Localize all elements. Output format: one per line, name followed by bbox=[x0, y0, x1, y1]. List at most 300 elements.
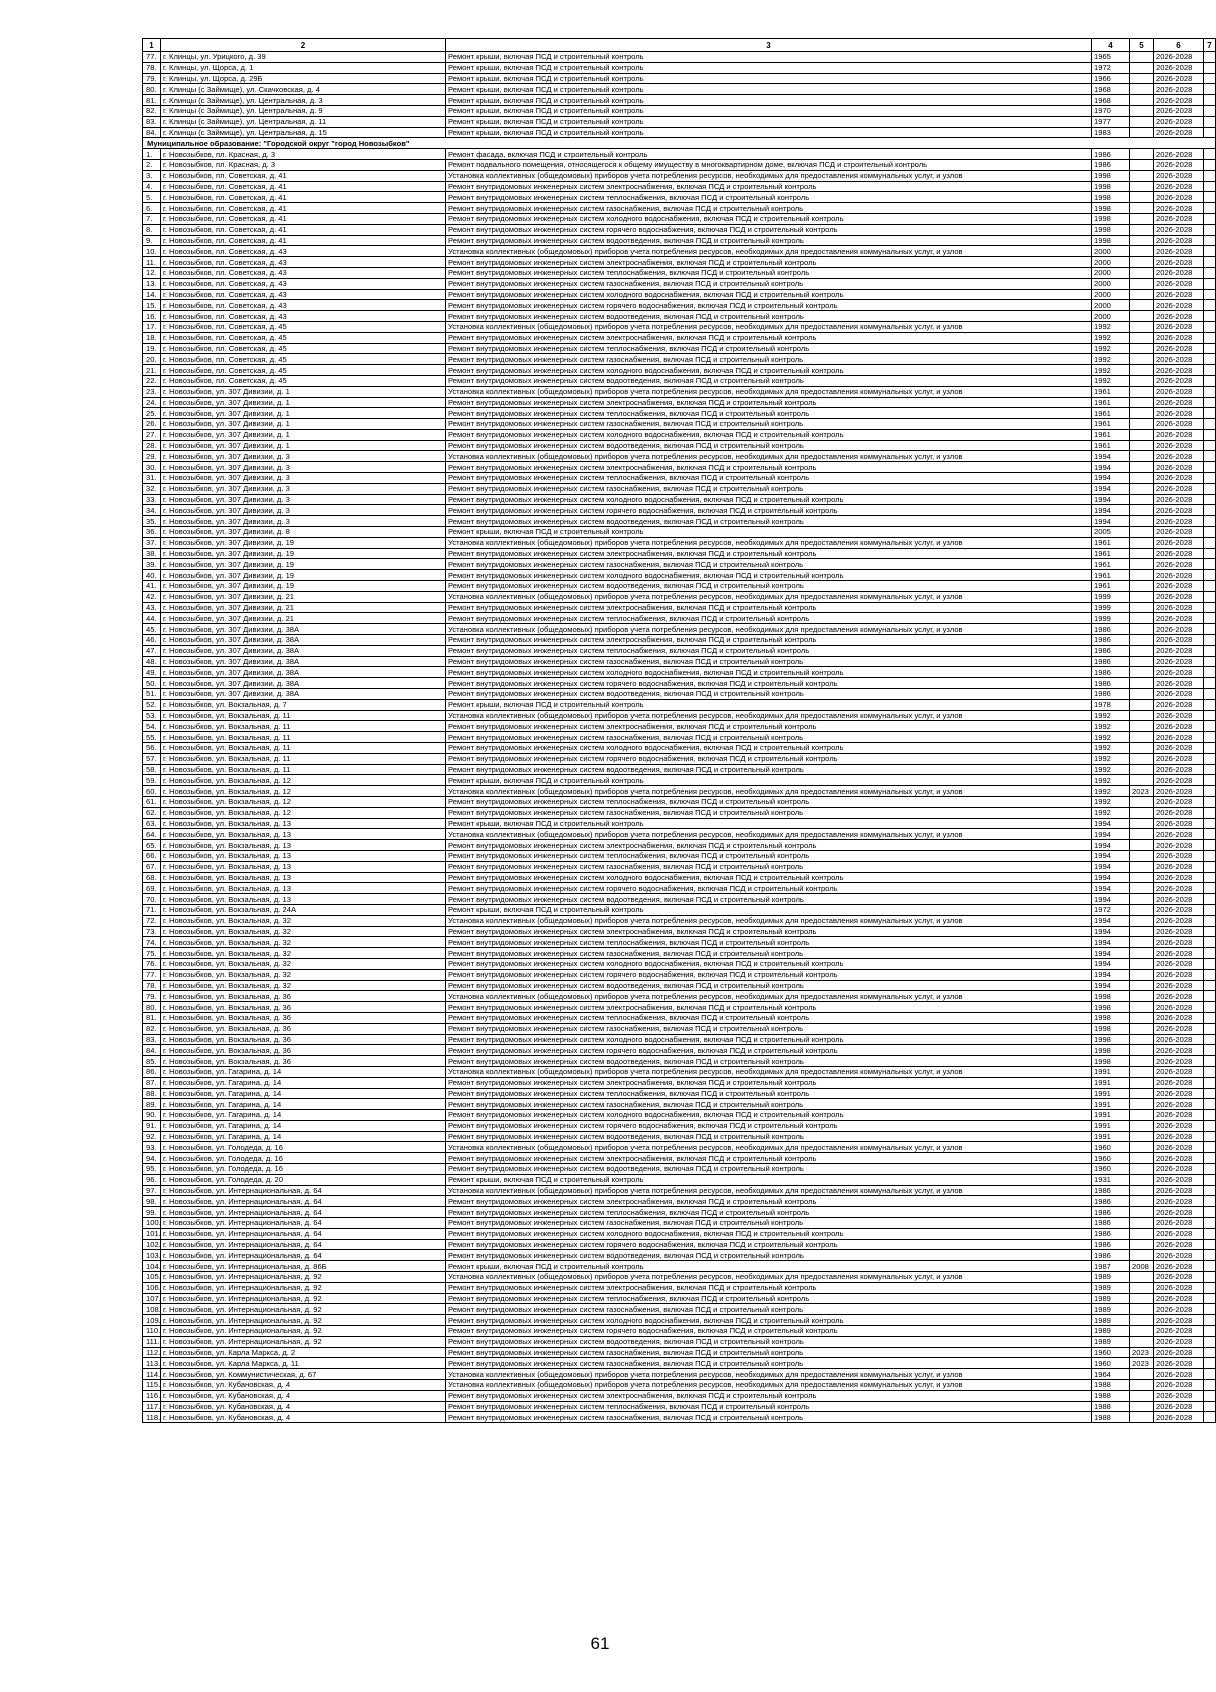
work-type-cell: Ремонт внутридомовых инженерных систем электроснабжения, включая ПСД и строительный контроль bbox=[446, 548, 1092, 559]
last-repair-year-cell bbox=[1130, 559, 1154, 570]
extra-cell bbox=[1204, 224, 1216, 235]
planned-period-cell: 2026-2028 bbox=[1154, 548, 1204, 559]
build-year-cell: 1961 bbox=[1092, 440, 1130, 451]
extra-cell bbox=[1204, 1412, 1216, 1423]
last-repair-year-cell bbox=[1130, 1120, 1154, 1131]
table-row bbox=[143, 159, 1216, 170]
build-year-cell: 1991 bbox=[1092, 1066, 1130, 1077]
work-type-cell: Ремонт внутридомовых инженерных систем водоотведения, включая ПСД и строительный контроль bbox=[446, 1131, 1092, 1142]
last-repair-year-cell bbox=[1130, 440, 1154, 451]
section-heading-row bbox=[143, 138, 1216, 149]
build-year-cell: 1961 bbox=[1092, 419, 1130, 430]
last-repair-year-cell bbox=[1130, 1012, 1154, 1023]
last-repair-year-cell bbox=[1130, 1066, 1154, 1077]
row-number: 35. bbox=[143, 516, 161, 527]
planned-period-cell: 2026-2028 bbox=[1154, 1012, 1204, 1023]
last-repair-year-cell bbox=[1130, 159, 1154, 170]
last-repair-year-cell bbox=[1130, 62, 1154, 73]
row-number: 110. bbox=[143, 1326, 161, 1337]
last-repair-year-cell bbox=[1130, 289, 1154, 300]
address-cell: г. Новозыбков, пл. Красная, д. 3 bbox=[161, 159, 446, 170]
work-type-cell: Ремонт внутридомовых инженерных систем горячего водоснабжения, включая ПСД и строительный контроль bbox=[446, 1120, 1092, 1131]
extra-cell bbox=[1204, 1326, 1216, 1337]
work-type-cell: Ремонт внутридомовых инженерных систем холодного водоснабжения, включая ПСД и строительный контроль bbox=[446, 667, 1092, 678]
repair-schedule-table bbox=[142, 38, 1216, 1423]
extra-cell bbox=[1204, 980, 1216, 991]
extra-cell bbox=[1204, 494, 1216, 505]
build-year-cell: 1961 bbox=[1092, 386, 1130, 397]
build-year-cell: 1994 bbox=[1092, 505, 1130, 516]
table-row bbox=[143, 321, 1216, 332]
extra-cell bbox=[1204, 1045, 1216, 1056]
address-cell: г. Новозыбков, ул. Вокзальная, д. 36 bbox=[161, 1045, 446, 1056]
extra-cell bbox=[1204, 840, 1216, 851]
build-year-cell: 1989 bbox=[1092, 1336, 1130, 1347]
row-number: 65. bbox=[143, 840, 161, 851]
extra-cell bbox=[1204, 624, 1216, 635]
table-row bbox=[143, 440, 1216, 451]
address-cell: г. Новозыбков, ул. Голодеда, д. 16 bbox=[161, 1142, 446, 1153]
table-row bbox=[143, 743, 1216, 754]
row-number: 3. bbox=[143, 170, 161, 181]
row-number: 102. bbox=[143, 1239, 161, 1250]
extra-cell bbox=[1204, 1390, 1216, 1401]
build-year-cell: 2000 bbox=[1092, 278, 1130, 289]
build-year-cell: 2000 bbox=[1092, 257, 1130, 268]
row-number: 77. bbox=[143, 52, 161, 63]
build-year-cell: 1960 bbox=[1092, 1358, 1130, 1369]
build-year-cell: 2000 bbox=[1092, 246, 1130, 257]
work-type-cell: Ремонт внутридомовых инженерных систем горячего водоснабжения, включая ПСД и строительный контроль bbox=[446, 505, 1092, 516]
table-row bbox=[143, 937, 1216, 948]
work-type-cell: Ремонт внутридомовых инженерных систем теплоснабжения, включая ПСД и строительный контроль bbox=[446, 796, 1092, 807]
build-year-cell: 1994 bbox=[1092, 883, 1130, 894]
row-number: 10. bbox=[143, 246, 161, 257]
row-number: 96. bbox=[143, 1174, 161, 1185]
extra-cell bbox=[1204, 645, 1216, 656]
planned-period-cell: 2026-2028 bbox=[1154, 1056, 1204, 1067]
table-row bbox=[143, 624, 1216, 635]
address-cell: г. Новозыбков, пл. Советская, д. 43 bbox=[161, 246, 446, 257]
table-row bbox=[143, 1120, 1216, 1131]
table-row bbox=[143, 1185, 1216, 1196]
work-type-cell: Ремонт внутридомовых инженерных систем водоотведения, включая ПСД и строительный контроль bbox=[446, 440, 1092, 451]
table-row bbox=[143, 818, 1216, 829]
planned-period-cell: 2026-2028 bbox=[1154, 1218, 1204, 1229]
work-type-cell: Ремонт крыши, включая ПСД и строительный контроль bbox=[446, 775, 1092, 786]
last-repair-year-cell bbox=[1130, 840, 1154, 851]
address-cell: г. Новозыбков, ул. Вокзальная, д. 36 bbox=[161, 1034, 446, 1045]
last-repair-year-cell: 2023 bbox=[1130, 1358, 1154, 1369]
table-row bbox=[143, 84, 1216, 95]
build-year-cell: 1986 bbox=[1092, 1228, 1130, 1239]
extra-cell bbox=[1204, 1239, 1216, 1250]
table-row bbox=[143, 1088, 1216, 1099]
work-type-cell: Установка коллективных (общедомовых) приборов учета потребления ресурсов, необходимых для предоставления коммунальных услуг, и узлов bbox=[446, 1272, 1092, 1283]
work-type-cell: Ремонт внутридомовых инженерных систем холодного водоснабжения, включая ПСД и строительный контроль bbox=[446, 872, 1092, 883]
row-number: 24. bbox=[143, 397, 161, 408]
planned-period-cell: 2026-2028 bbox=[1154, 1164, 1204, 1175]
table-row bbox=[143, 1034, 1216, 1045]
row-number: 100. bbox=[143, 1218, 161, 1229]
table-row bbox=[143, 1336, 1216, 1347]
last-repair-year-cell bbox=[1130, 1077, 1154, 1088]
address-cell: г. Новозыбков, ул. Гагарина, д. 14 bbox=[161, 1088, 446, 1099]
planned-period-cell: 2026-2028 bbox=[1154, 429, 1204, 440]
row-number: 53. bbox=[143, 710, 161, 721]
address-cell: г. Новозыбков, ул. 307 Дивизии, д. 19 bbox=[161, 559, 446, 570]
extra-cell bbox=[1204, 915, 1216, 926]
build-year-cell: 1994 bbox=[1092, 915, 1130, 926]
extra-cell bbox=[1204, 408, 1216, 419]
planned-period-cell: 2026-2028 bbox=[1154, 203, 1204, 214]
planned-period-cell: 2026-2028 bbox=[1154, 321, 1204, 332]
address-cell: г. Клинцы (с Займище), ул. Центральная, д. 15 bbox=[161, 127, 446, 138]
table-row bbox=[143, 1023, 1216, 1034]
address-cell: г. Новозыбков, ул. Интернациональная, д. 92 bbox=[161, 1293, 446, 1304]
table-row bbox=[143, 386, 1216, 397]
extra-cell bbox=[1204, 440, 1216, 451]
address-cell: г. Новозыбков, пл. Советская, д. 41 bbox=[161, 192, 446, 203]
extra-cell bbox=[1204, 969, 1216, 980]
build-year-cell: 1994 bbox=[1092, 473, 1130, 484]
address-cell: г. Новозыбков, ул. Вокзальная, д. 13 bbox=[161, 850, 446, 861]
work-type-cell: Ремонт внутридомовых инженерных систем теплоснабжения, включая ПСД и строительный контроль bbox=[446, 267, 1092, 278]
planned-period-cell: 2026-2028 bbox=[1154, 1110, 1204, 1121]
row-number: 48. bbox=[143, 656, 161, 667]
work-type-cell: Ремонт внутридомовых инженерных систем водоотведения, включая ПСД и строительный контроль bbox=[446, 516, 1092, 527]
extra-cell bbox=[1204, 1056, 1216, 1067]
planned-period-cell: 2026-2028 bbox=[1154, 1099, 1204, 1110]
table-row bbox=[143, 397, 1216, 408]
work-type-cell: Ремонт внутридомовых инженерных систем теплоснабжения, включая ПСД и строительный контроль bbox=[446, 1401, 1092, 1412]
table-row bbox=[143, 1401, 1216, 1412]
extra-cell bbox=[1204, 689, 1216, 700]
extra-cell bbox=[1204, 667, 1216, 678]
work-type-cell: Ремонт внутридомовых инженерных систем водоотведения, включая ПСД и строительный контроль bbox=[446, 311, 1092, 322]
table-row bbox=[143, 1228, 1216, 1239]
planned-period-cell: 2026-2028 bbox=[1154, 159, 1204, 170]
row-number: 26. bbox=[143, 419, 161, 430]
address-cell: г. Новозыбков, ул. Вокзальная, д. 13 bbox=[161, 861, 446, 872]
work-type-cell: Ремонт крыши, включая ПСД и строительный контроль bbox=[446, 904, 1092, 915]
address-cell: г. Новозыбков, ул. Интернациональная, д. 64 bbox=[161, 1228, 446, 1239]
row-number: 116. bbox=[143, 1390, 161, 1401]
extra-cell bbox=[1204, 732, 1216, 743]
row-number: 70. bbox=[143, 894, 161, 905]
planned-period-cell: 2026-2028 bbox=[1154, 926, 1204, 937]
row-number: 20. bbox=[143, 354, 161, 365]
work-type-cell: Ремонт внутридомовых инженерных систем газоснабжения, включая ПСД и строительный контроль bbox=[446, 732, 1092, 743]
work-type-cell: Ремонт внутридомовых инженерных систем электроснабжения, включая ПСД и строительный контроль bbox=[446, 257, 1092, 268]
work-type-cell: Ремонт внутридомовых инженерных систем газоснабжения, включая ПСД и строительный контроль bbox=[446, 948, 1092, 959]
planned-period-cell: 2026-2028 bbox=[1154, 991, 1204, 1002]
row-number: 62. bbox=[143, 807, 161, 818]
last-repair-year-cell bbox=[1130, 408, 1154, 419]
table-row bbox=[143, 494, 1216, 505]
build-year-cell: 1998 bbox=[1092, 170, 1130, 181]
build-year-cell: 1992 bbox=[1092, 721, 1130, 732]
row-number: 106. bbox=[143, 1282, 161, 1293]
address-cell: г. Новозыбков, ул. Вокзальная, д. 7 bbox=[161, 699, 446, 710]
extra-cell bbox=[1204, 786, 1216, 797]
table-row bbox=[143, 721, 1216, 732]
row-number: 115. bbox=[143, 1380, 161, 1391]
work-type-cell: Ремонт подвального помещения, относящегося к общему имуществу в многоквартирном доме, включая ПСД и строительный контроль bbox=[446, 159, 1092, 170]
work-type-cell: Ремонт внутридомовых инженерных систем электроснабжения, включая ПСД и строительный контроль bbox=[446, 840, 1092, 851]
last-repair-year-cell bbox=[1130, 462, 1154, 473]
row-number: 118. bbox=[143, 1412, 161, 1423]
build-year-cell: 1986 bbox=[1092, 1250, 1130, 1261]
planned-period-cell: 2026-2028 bbox=[1154, 958, 1204, 969]
table-row bbox=[143, 1196, 1216, 1207]
planned-period-cell: 2026-2028 bbox=[1154, 1228, 1204, 1239]
table-body-top bbox=[143, 52, 1216, 138]
build-year-cell: 1961 bbox=[1092, 559, 1130, 570]
table-row bbox=[143, 1412, 1216, 1423]
last-repair-year-cell bbox=[1130, 926, 1154, 937]
last-repair-year-cell bbox=[1130, 386, 1154, 397]
address-cell: г. Новозыбков, ул. Интернациональная, д. 86Б bbox=[161, 1261, 446, 1272]
address-cell: г. Новозыбков, ул. Вокзальная, д. 11 bbox=[161, 732, 446, 743]
build-year-cell: 2000 bbox=[1092, 300, 1130, 311]
extra-cell bbox=[1204, 483, 1216, 494]
table-row bbox=[143, 807, 1216, 818]
address-cell: г. Новозыбков, ул. Интернациональная, д. 64 bbox=[161, 1185, 446, 1196]
address-cell: г. Новозыбков, ул. 307 Дивизии, д. 38А bbox=[161, 624, 446, 635]
build-year-cell: 1998 bbox=[1092, 1034, 1130, 1045]
row-number: 59. bbox=[143, 775, 161, 786]
planned-period-cell: 2026-2028 bbox=[1154, 1401, 1204, 1412]
build-year-cell: 1999 bbox=[1092, 613, 1130, 624]
table-row bbox=[143, 267, 1216, 278]
last-repair-year-cell bbox=[1130, 796, 1154, 807]
planned-period-cell: 2026-2028 bbox=[1154, 1380, 1204, 1391]
last-repair-year-cell bbox=[1130, 52, 1154, 63]
planned-period-cell: 2026-2028 bbox=[1154, 386, 1204, 397]
extra-cell bbox=[1204, 1250, 1216, 1261]
build-year-cell: 2005 bbox=[1092, 527, 1130, 538]
address-cell: г. Новозыбков, пл. Советская, д. 41 bbox=[161, 203, 446, 214]
last-repair-year-cell bbox=[1130, 1304, 1154, 1315]
planned-period-cell: 2026-2028 bbox=[1154, 192, 1204, 203]
build-year-cell: 1986 bbox=[1092, 159, 1130, 170]
extra-cell bbox=[1204, 105, 1216, 116]
extra-cell bbox=[1204, 894, 1216, 905]
build-year-cell: 1968 bbox=[1092, 95, 1130, 106]
address-cell: г. Новозыбков, ул. Интернациональная, д. 92 bbox=[161, 1304, 446, 1315]
planned-period-cell: 2026-2028 bbox=[1154, 1023, 1204, 1034]
build-year-cell: 1991 bbox=[1092, 1131, 1130, 1142]
build-year-cell: 1989 bbox=[1092, 1315, 1130, 1326]
row-number: 51. bbox=[143, 689, 161, 700]
extra-cell bbox=[1204, 159, 1216, 170]
last-repair-year-cell bbox=[1130, 570, 1154, 581]
last-repair-year-cell bbox=[1130, 73, 1154, 84]
table-row bbox=[143, 127, 1216, 138]
last-repair-year-cell bbox=[1130, 1002, 1154, 1013]
column-number: 1 bbox=[143, 39, 161, 52]
table-row bbox=[143, 1142, 1216, 1153]
extra-cell bbox=[1204, 52, 1216, 63]
work-type-cell: Ремонт крыши, включая ПСД и строительный контроль bbox=[446, 1261, 1092, 1272]
build-year-cell: 1992 bbox=[1092, 796, 1130, 807]
table-row bbox=[143, 699, 1216, 710]
planned-period-cell: 2026-2028 bbox=[1154, 62, 1204, 73]
last-repair-year-cell bbox=[1130, 689, 1154, 700]
table-row bbox=[143, 1077, 1216, 1088]
build-year-cell: 1986 bbox=[1092, 656, 1130, 667]
address-cell: г. Новозыбков, ул. Голодеда, д. 16 bbox=[161, 1153, 446, 1164]
row-number: 47. bbox=[143, 645, 161, 656]
planned-period-cell: 2026-2028 bbox=[1154, 775, 1204, 786]
build-year-cell: 1994 bbox=[1092, 462, 1130, 473]
row-number: 85. bbox=[143, 1056, 161, 1067]
row-number: 29. bbox=[143, 451, 161, 462]
row-number: 21. bbox=[143, 365, 161, 376]
row-number: 30. bbox=[143, 462, 161, 473]
row-number: 39. bbox=[143, 559, 161, 570]
work-type-cell: Установка коллективных (общедомовых) приборов учета потребления ресурсов, необходимых для предоставления коммунальных услуг, и узлов bbox=[446, 786, 1092, 797]
address-cell: г. Новозыбков, пл. Советская, д. 43 bbox=[161, 311, 446, 322]
extra-cell bbox=[1204, 95, 1216, 106]
planned-period-cell: 2026-2028 bbox=[1154, 850, 1204, 861]
work-type-cell: Ремонт внутридомовых инженерных систем газоснабжения, включая ПСД и строительный контроль bbox=[446, 1218, 1092, 1229]
last-repair-year-cell bbox=[1130, 1239, 1154, 1250]
address-cell: г. Новозыбков, пл. Советская, д. 41 bbox=[161, 213, 446, 224]
build-year-cell: 1986 bbox=[1092, 624, 1130, 635]
address-cell: г. Новозыбков, ул. Вокзальная, д. 12 bbox=[161, 786, 446, 797]
extra-cell bbox=[1204, 1034, 1216, 1045]
last-repair-year-cell bbox=[1130, 375, 1154, 386]
extra-cell bbox=[1204, 775, 1216, 786]
build-year-cell: 1994 bbox=[1092, 516, 1130, 527]
last-repair-year-cell bbox=[1130, 267, 1154, 278]
planned-period-cell: 2026-2028 bbox=[1154, 1131, 1204, 1142]
build-year-cell: 1994 bbox=[1092, 937, 1130, 948]
work-type-cell: Установка коллективных (общедомовых) приборов учета потребления ресурсов, необходимых для предоставления коммунальных услуг, и узлов bbox=[446, 170, 1092, 181]
last-repair-year-cell bbox=[1130, 84, 1154, 95]
table-row bbox=[143, 1002, 1216, 1013]
address-cell: г. Клинцы (с Займище), ул. Центральная, д. 3 bbox=[161, 95, 446, 106]
build-year-cell: 1983 bbox=[1092, 127, 1130, 138]
extra-cell bbox=[1204, 1358, 1216, 1369]
row-number: 78. bbox=[143, 62, 161, 73]
table-row bbox=[143, 343, 1216, 354]
work-type-cell: Ремонт внутридомовых инженерных систем горячего водоснабжения, включая ПСД и строительный контроль bbox=[446, 883, 1092, 894]
last-repair-year-cell bbox=[1130, 829, 1154, 840]
table-row bbox=[143, 278, 1216, 289]
row-number: 57. bbox=[143, 753, 161, 764]
address-cell: г. Новозыбков, ул. Интернациональная, д. 92 bbox=[161, 1282, 446, 1293]
document-page bbox=[142, 38, 1212, 1423]
address-cell: г. Новозыбков, ул. Вокзальная, д. 32 bbox=[161, 915, 446, 926]
work-type-cell: Ремонт внутридомовых инженерных систем теплоснабжения, включая ПСД и строительный контроль bbox=[446, 937, 1092, 948]
build-year-cell: 1992 bbox=[1092, 807, 1130, 818]
address-cell: г. Новозыбков, ул. 307 Дивизии, д. 19 bbox=[161, 570, 446, 581]
build-year-cell: 1998 bbox=[1092, 1056, 1130, 1067]
address-cell: г. Новозыбков, ул. Гагарина, д. 14 bbox=[161, 1077, 446, 1088]
row-number: 117. bbox=[143, 1401, 161, 1412]
address-cell: г. Клинцы (с Займище), ул. Скачковская, д. 4 bbox=[161, 84, 446, 95]
build-year-cell: 1961 bbox=[1092, 570, 1130, 581]
work-type-cell: Ремонт внутридомовых инженерных систем горячего водоснабжения, включая ПСД и строительный контроль bbox=[446, 1239, 1092, 1250]
row-number: 22. bbox=[143, 375, 161, 386]
table-row bbox=[143, 419, 1216, 430]
table-row bbox=[143, 1174, 1216, 1185]
work-type-cell: Ремонт внутридомовых инженерных систем электроснабжения, включая ПСД и строительный контроль bbox=[446, 926, 1092, 937]
address-cell: г. Новозыбков, ул. Коммунистическая, д. 67 bbox=[161, 1369, 446, 1380]
last-repair-year-cell bbox=[1130, 883, 1154, 894]
planned-period-cell: 2026-2028 bbox=[1154, 1390, 1204, 1401]
table-row bbox=[143, 1315, 1216, 1326]
build-year-cell: 1994 bbox=[1092, 840, 1130, 851]
address-cell: г. Новозыбков, пл. Советская, д. 45 bbox=[161, 375, 446, 386]
address-cell: г. Новозыбков, ул. Гагарина, д. 14 bbox=[161, 1110, 446, 1121]
row-number: 98. bbox=[143, 1196, 161, 1207]
address-cell: г. Новозыбков, пл. Советская, д. 45 bbox=[161, 321, 446, 332]
table-row bbox=[143, 527, 1216, 538]
address-cell: г. Новозыбков, ул. Гагарина, д. 14 bbox=[161, 1120, 446, 1131]
work-type-cell: Ремонт внутридомовых инженерных систем электроснабжения, включая ПСД и строительный контроль bbox=[446, 1077, 1092, 1088]
planned-period-cell: 2026-2028 bbox=[1154, 343, 1204, 354]
row-number: 107. bbox=[143, 1293, 161, 1304]
table-row bbox=[143, 883, 1216, 894]
work-type-cell: Ремонт внутридомовых инженерных систем холодного водоснабжения, включая ПСД и строительный контроль bbox=[446, 1315, 1092, 1326]
address-cell: г. Новозыбков, ул. 307 Дивизии, д. 38А bbox=[161, 689, 446, 700]
row-number: 69. bbox=[143, 883, 161, 894]
table-row bbox=[143, 840, 1216, 851]
column-number: 2 bbox=[161, 39, 446, 52]
address-cell: г. Новозыбков, ул. Карла Маркса, д. 11 bbox=[161, 1358, 446, 1369]
extra-cell bbox=[1204, 257, 1216, 268]
table-row bbox=[143, 732, 1216, 743]
planned-period-cell: 2026-2028 bbox=[1154, 1315, 1204, 1326]
work-type-cell: Ремонт крыши, включая ПСД и строительный контроль bbox=[446, 52, 1092, 63]
build-year-cell: 1994 bbox=[1092, 980, 1130, 991]
planned-period-cell: 2026-2028 bbox=[1154, 1282, 1204, 1293]
table-row bbox=[143, 1207, 1216, 1218]
table-row bbox=[143, 894, 1216, 905]
work-type-cell: Ремонт внутридомовых инженерных систем водоотведения, включая ПСД и строительный контроль bbox=[446, 235, 1092, 246]
extra-cell bbox=[1204, 1315, 1216, 1326]
work-type-cell: Ремонт внутридомовых инженерных систем газоснабжения, включая ПСД и строительный контроль bbox=[446, 203, 1092, 214]
table-row bbox=[143, 1347, 1216, 1358]
address-cell: г. Новозыбков, ул. Вокзальная, д. 11 bbox=[161, 710, 446, 721]
last-repair-year-cell bbox=[1130, 948, 1154, 959]
build-year-cell: 1986 bbox=[1092, 149, 1130, 160]
address-cell: г. Новозыбков, пл. Советская, д. 43 bbox=[161, 267, 446, 278]
page-number: 61 bbox=[590, 1634, 610, 1653]
build-year-cell: 1991 bbox=[1092, 1110, 1130, 1121]
table-row bbox=[143, 516, 1216, 527]
planned-period-cell: 2026-2028 bbox=[1154, 1034, 1204, 1045]
extra-cell bbox=[1204, 462, 1216, 473]
build-year-cell: 1991 bbox=[1092, 1120, 1130, 1131]
address-cell: г. Новозыбков, ул. 307 Дивизии, д. 1 bbox=[161, 408, 446, 419]
table-row bbox=[143, 829, 1216, 840]
work-type-cell: Ремонт внутридомовых инженерных систем холодного водоснабжения, включая ПСД и строительный контроль bbox=[446, 743, 1092, 754]
build-year-cell: 1988 bbox=[1092, 1401, 1130, 1412]
work-type-cell: Ремонт крыши, включая ПСД и строительный контроль bbox=[446, 1174, 1092, 1185]
row-number: 67. bbox=[143, 861, 161, 872]
last-repair-year-cell bbox=[1130, 1174, 1154, 1185]
last-repair-year-cell: 2023 bbox=[1130, 1347, 1154, 1358]
planned-period-cell: 2026-2028 bbox=[1154, 181, 1204, 192]
planned-period-cell: 2026-2028 bbox=[1154, 883, 1204, 894]
address-cell: г. Новозыбков, ул. Карла Маркса, д. 2 bbox=[161, 1347, 446, 1358]
build-year-cell: 1992 bbox=[1092, 375, 1130, 386]
